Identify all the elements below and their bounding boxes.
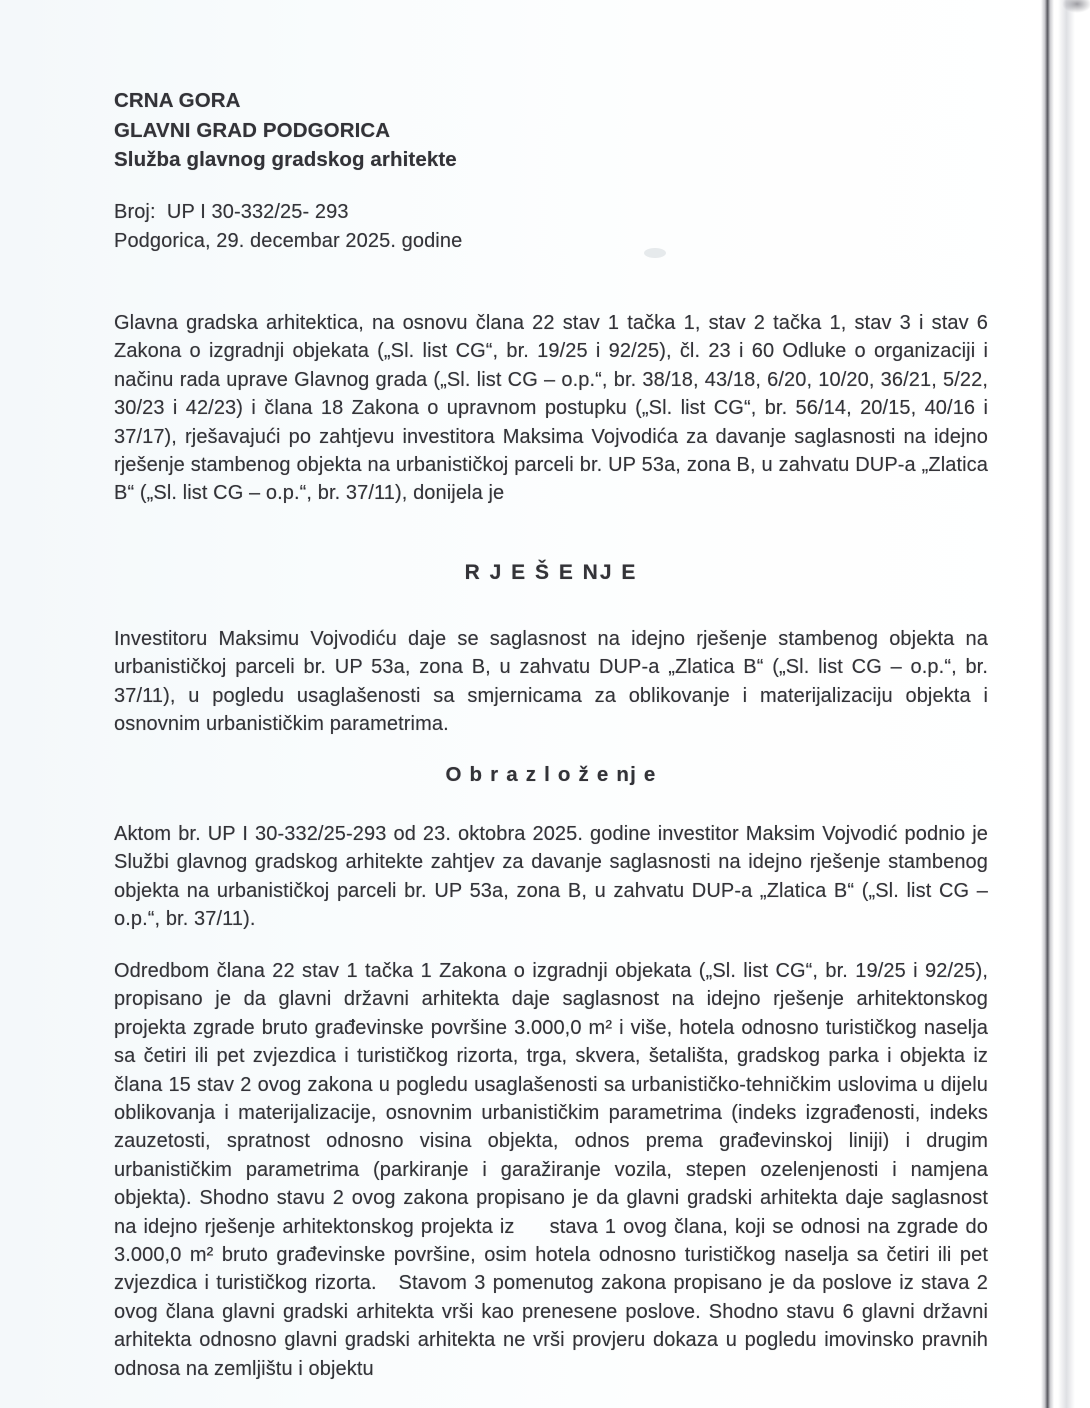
- decision-heading: R J E Š E NJ E: [464, 561, 638, 584]
- intro-paragraph: Glavna gradska arhitektica, na osnovu člana 22 stav 1 tačka 1, stav 2 tačka 1, stav 3 i stav 6 Zakona o izgradnji objekata („Sl. list CG“, br. 19/25 i 92/25), čl. 23 i 60 Odluke o organizaciji i načinu rada uprave Glavnog grada („Sl. list CG – o.p.“, br. 38/18, 43/18, 6/20, 10/20, 36/21, 5/22, 30/23 i 42/23) i člana 18 Zakona o upravnom postupku („Sl. list CG“, br. 56/14, 20/15, 40/16 i 37/17), rješavajući po zahtjevu investitora Maksima Vojvodića za davanje saglasnosti na idejno rješenje stambenog objekta na urbanističkoj parceli br. UP 53a, zona B, u zahvatu DUP-a „Zlatica B“ („Sl. list CG – o.p.“, br. 37/11), donijela je: [114, 312, 988, 505]
- letterhead-country: CRNA GORA: [114, 89, 241, 112]
- letterhead-city: GLAVNI GRAD PODGORICA: [114, 118, 391, 142]
- document-meta: [114, 198, 988, 255]
- scan-line-artifact-light: [1058, 0, 1075, 1408]
- reference-number: Broj: UP I 30-332/25- 293: [114, 201, 349, 223]
- rationale-heading: O b r a z l o ž e nj e: [445, 763, 657, 786]
- decision-paragraph: Investitoru Maksimu Vojvodiću daje se saglasnost na idejno rješenje stambenog objekta na urbanističkoj parceli br. UP 53a, zona B, u zahvatu DUP-a „Zlatica B“ („Sl. list CG – o.p.“, br. 37/11), u pogledu usaglašenosti sa smjernicama za oblikovanje i materijalizaciju objekta i osnovnim urbanističkim parametrima.: [114, 628, 988, 736]
- place-and-date: Podgorica, 29. decembar 2025. godine: [114, 229, 463, 252]
- scan-smudge-top-right: [1062, 0, 1090, 13]
- rationale-paragraph-2: Odredbom člana 22 stav 1 tačka 1 Zakona o izgradnji objekata („Sl. list CG“, br. 19/25 i 92/25), propisano je da glavni državni arhitekta daje saglasnost na idejno rješenje arhitektonskog projekta zgrade bruto građevinske površine 3.000,0 m² i više, hotela odnosno turističkog naselja sa četiri ili pet zvjezdica i turističkog rizorta, trga, skvera, šetališta, gradskog parka i objekta iz člana 15 stav 2 ovog zakona u pogledu usaglašenosti sa urbanističko-tehničkim uslovima u dijelu oblikovanja i materijalizacije, osnovnim urbanističkim parametrima (indeks izgrađenosti, indeks zauzetosti, spratnost odnosno visina objekta, odnos prema građevinskoj liniji) i drugim urbanističkim parametrima (parkiranje i garažiranje vozila, stepen ozelenjenosti i namjena objekta). Shodno stavu 2 ovog zakona propisano je da glavni gradski arhitekta daje saglasnost na idejno rješenje arhitektonskog projekta iz stava 1 ovog člana, koji se odnosi na zgrade do 3.000,0 m² bruto građevinske površine, osim hotela odnosno turističkog naselja sa četiri ili pet zvjezdica i turističkog rizorta. Stavom 3 pomenutog zakona propisano je da poslove iz stava 2 ovog člana glavni gradski arhitekta vrši kao prenesene poslove. Shodno stavu 6 glavni državni arhitekta odnosno glavni gradski arhitekta ne vrši provjeru dokaza u pogledu imovinsko pravnih odnosa na zemljištu i objektu: [114, 960, 988, 1380]
- rationale-paragraph-1: Aktom br. UP I 30-332/25-293 od 23. oktobra 2025. godine investitor Maksim Vojvodić podnio je Službi glavnog gradskog arhitekte zahtjev za davanje saglasnosti na idejno rješenje stambenog objekta na urbanističkoj parceli br. UP 53a, zona B, u zahvatu DUP-a „Zlatica B“ („Sl. list CG – o.p.“, br. 37/11).: [114, 823, 988, 931]
- scan-smudge-center: [644, 248, 666, 258]
- letterhead-department: Služba glavnog gradskog arhitekte: [114, 148, 457, 172]
- letterhead: [114, 86, 988, 175]
- scan-line-artifact-dark: [1041, 0, 1054, 1408]
